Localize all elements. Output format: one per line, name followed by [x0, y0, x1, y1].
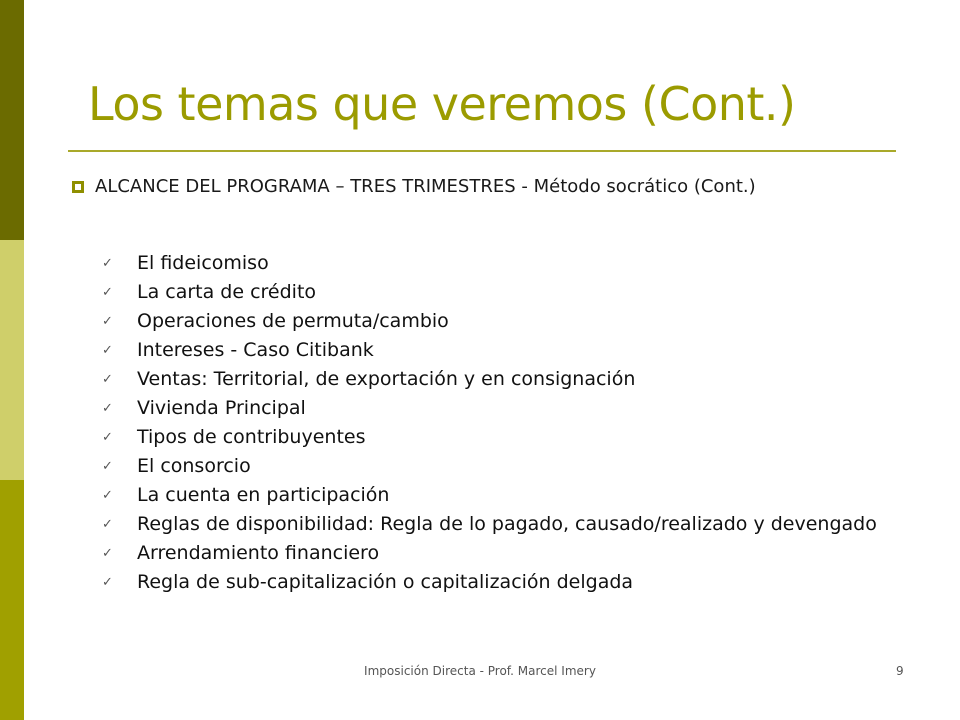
list-item — [102, 282, 942, 302]
list-item-text: Intereses - Caso Citibank — [137, 339, 374, 361]
list-item-text: La carta de crédito — [137, 281, 317, 303]
checkmark-icon: ✓ — [102, 314, 113, 329]
checkmark-icon: ✓ — [102, 372, 113, 387]
list-item — [102, 340, 942, 360]
list-item-text: Regla de sub-capitalización o capitalización delgada — [137, 571, 634, 593]
list-item — [102, 253, 942, 273]
list-item-text: El fideicomiso — [137, 252, 269, 274]
checkmark-icon: ✓ — [102, 575, 113, 590]
checkmark-icon: ✓ — [102, 256, 113, 271]
list-item — [102, 456, 942, 476]
checkmark-icon: ✓ — [102, 401, 113, 416]
slide-title: Los temas que veremos (Cont.) — [88, 77, 796, 131]
list-item — [102, 427, 942, 447]
sub-item-list — [102, 253, 942, 592]
side-bar-bottom — [0, 480, 24, 720]
list-item — [102, 514, 942, 534]
list-item — [102, 543, 942, 563]
list-item-text: Arrendamiento financiero — [137, 542, 380, 564]
page-number: 9 — [896, 664, 904, 678]
side-bar-middle — [0, 240, 24, 480]
checkmark-icon: ✓ — [102, 285, 113, 300]
list-item-text: Vivienda Principal — [137, 397, 306, 419]
square-bullet-icon — [72, 181, 84, 193]
main-bullet-text: ALCANCE DEL PROGRAMA – TRES TRIMESTRES - Método socrático (Cont.) — [95, 176, 756, 197]
title-divider — [68, 150, 896, 152]
checkmark-icon: ✓ — [102, 488, 113, 503]
list-item — [102, 311, 942, 331]
checkmark-icon: ✓ — [102, 343, 113, 358]
side-bar-top — [0, 0, 24, 240]
checkmark-icon: ✓ — [102, 459, 113, 474]
list-item — [102, 572, 942, 592]
list-item-text: Ventas: Territorial, de exportación y en consignación — [137, 368, 636, 390]
list-item-text: El consorcio — [137, 455, 251, 477]
list-item-text: Tipos de contribuyentes — [137, 426, 366, 448]
checkmark-icon: ✓ — [102, 517, 113, 532]
list-item — [102, 485, 942, 505]
list-item-text: La cuenta en participación — [137, 484, 390, 506]
footer-text: Imposición Directa - Prof. Marcel Imery — [364, 664, 596, 678]
checkmark-icon: ✓ — [102, 430, 113, 445]
list-item-text: Operaciones de permuta/cambio — [137, 310, 449, 332]
list-item — [102, 398, 942, 418]
checkmark-icon: ✓ — [102, 546, 113, 561]
list-item-text: Reglas de disponibilidad: Regla de lo pagado, causado/realizado y devengado — [137, 513, 877, 535]
list-item — [102, 369, 942, 389]
